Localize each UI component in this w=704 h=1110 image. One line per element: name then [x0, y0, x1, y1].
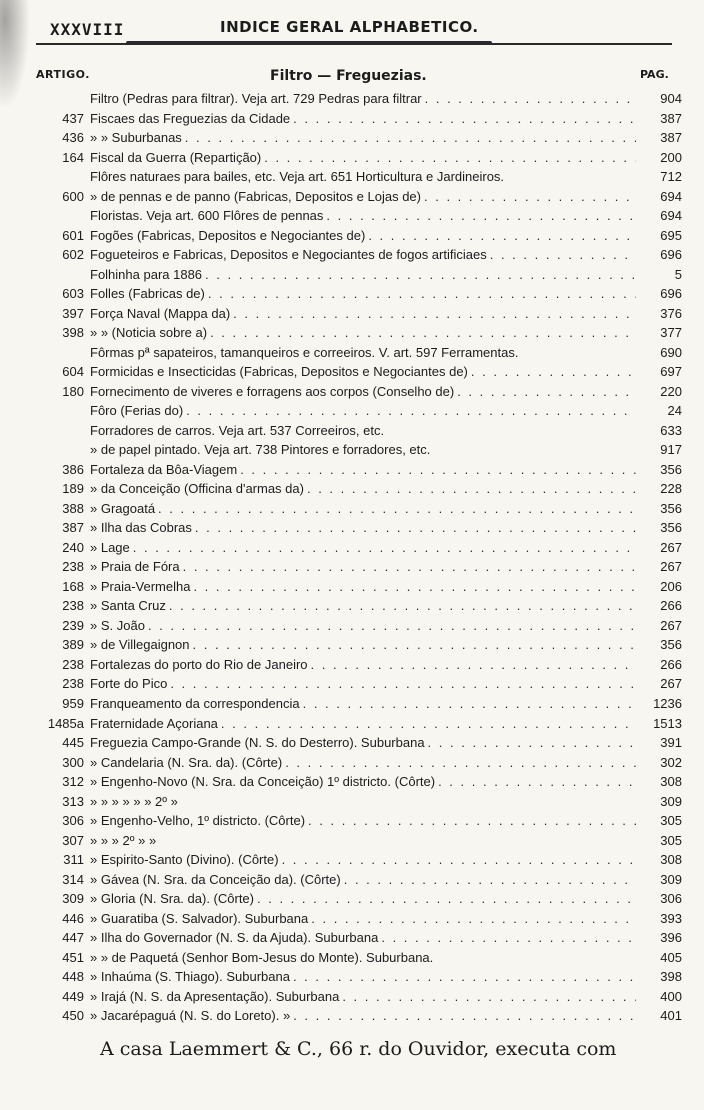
index-entry: [0, 323, 704, 343]
entry-label: Fôrmas pª sapateiros, tamanqueiros e correeiros. V. art. 597 Ferramentas.: [90, 344, 519, 360]
entry-article-number: 389: [62, 637, 84, 653]
index-entry: [0, 948, 704, 968]
entry-label: » » Suburbanas: [90, 130, 182, 146]
footer-advert: A casa Laemmert & C., 66 r. do Ouvidor, executa com: [100, 1038, 617, 1060]
dot-leader: [133, 538, 636, 558]
page-number: XXXVIII: [50, 20, 125, 39]
entry-article-number: 238: [62, 676, 84, 692]
dot-leader: [221, 714, 636, 734]
index-entries: [0, 89, 704, 1026]
dot-leader: [326, 206, 636, 226]
entry-article-number: 450: [62, 1008, 84, 1024]
entry-page-number: 917: [660, 442, 682, 458]
entry-text: [90, 187, 636, 207]
index-entry: [0, 167, 704, 187]
entry-page-number: 309: [660, 871, 682, 887]
entry-text: [90, 538, 636, 558]
entry-label: Floristas. Veja art. 600 Flôres de pennas: [90, 208, 324, 224]
entry-text: [90, 265, 636, 285]
index-entry: [0, 538, 704, 558]
dot-leader: [186, 401, 636, 421]
entry-article-number: 437: [62, 110, 84, 126]
dot-leader: [183, 557, 636, 577]
index-entry: [0, 987, 704, 1007]
entry-page-number: 24: [667, 403, 682, 419]
entry-text: [90, 694, 636, 714]
entry-page-number: 1513: [653, 715, 682, 731]
entry-label: » Gávea (N. Sra. da Conceição da). (Côrte): [90, 871, 341, 887]
index-entry: [0, 577, 704, 597]
index-entry: [0, 265, 704, 285]
entry-label: » » » 2º » »: [90, 832, 157, 848]
entry-text: [90, 870, 636, 890]
entry-article-number: 601: [62, 227, 84, 243]
entry-article-number: 300: [62, 754, 84, 770]
index-entry: [0, 772, 704, 792]
entry-page-number: 356: [660, 461, 682, 477]
entry-label: » Gloria (N. Sra. da). (Côrte): [90, 891, 254, 907]
index-entry: [0, 733, 704, 753]
entry-page-number: 401: [660, 1008, 682, 1024]
entry-label: Fornecimento de viveres e forragens aos corpos (Conselho de): [90, 383, 455, 399]
entry-article-number: 1485a: [47, 715, 84, 731]
entry-text: [90, 714, 636, 734]
index-entry: [0, 382, 704, 402]
entry-article-number: 306: [62, 813, 84, 829]
entry-article-number: 602: [62, 247, 84, 263]
entry-label: Fogueteiros e Fabricas, Depositos e Negociantes de fogos artificiaes: [90, 247, 487, 263]
index-entry: [0, 753, 704, 773]
entry-label: » de papel pintado. Veja art. 738 Pintores e forradores, etc.: [90, 442, 431, 458]
entry-text: [90, 811, 636, 831]
entry-text: [90, 304, 636, 324]
entry-label: » Guaratiba (S. Salvador). Suburbana: [90, 910, 309, 926]
entry-label: Fraternidade Açoriana: [90, 715, 218, 731]
entry-page-number: 200: [660, 149, 682, 165]
entry-text: [90, 499, 636, 519]
entry-text: [90, 596, 636, 616]
entry-label: » Lage: [90, 539, 130, 555]
entry-page-number: 306: [660, 891, 682, 907]
entry-label: Fiscaes das Freguezias da Cidade: [90, 110, 291, 126]
dot-leader: [293, 967, 636, 987]
entry-label: » Praia-Vermelha: [90, 578, 191, 594]
entry-page-number: 356: [660, 500, 682, 516]
entry-text: [90, 343, 636, 363]
entry-article-number: 313: [62, 793, 84, 809]
index-entry: [0, 226, 704, 246]
index-entry: [0, 460, 704, 480]
entry-page-number: 633: [660, 422, 682, 438]
index-entry: [0, 792, 704, 812]
entry-label: » Engenho-Velho, 1º districto. (Côrte): [90, 813, 306, 829]
entry-label: » Gragoatá: [90, 500, 156, 516]
index-entry: [0, 967, 704, 987]
index-entry: [0, 674, 704, 694]
entry-page-number: 694: [660, 188, 682, 204]
entry-page-number: 393: [660, 910, 682, 926]
entry-label: Formicidas e Insecticidas (Fabricas, Depositos e Negociantes de): [90, 364, 468, 380]
entry-text: [90, 148, 636, 168]
entry-page-number: 206: [660, 578, 682, 594]
entry-page-number: 1236: [653, 695, 682, 711]
entry-text: [90, 733, 636, 753]
dot-leader: [170, 674, 636, 694]
entry-article-number: 388: [62, 500, 84, 516]
entry-page-number: 266: [660, 656, 682, 672]
entry-label: Fiscal da Guerra (Repartição): [90, 149, 262, 165]
entry-label: Fortaleza da Bôa-Viagem: [90, 461, 238, 477]
index-entry: [0, 596, 704, 616]
column-header-artigo: ARTIGO.: [36, 68, 90, 81]
entry-label: » » » » » » 2º »: [90, 793, 178, 809]
entry-page-number: 267: [660, 676, 682, 692]
entry-label: » Espirito-Santo (Divino). (Côrte): [90, 852, 279, 868]
dot-leader: [490, 245, 636, 265]
dot-leader: [342, 987, 636, 1007]
dot-leader: [208, 284, 636, 304]
entry-label: Folles (Fabricas de): [90, 286, 205, 302]
entry-page-number: 694: [660, 208, 682, 224]
dot-leader: [293, 1006, 636, 1026]
index-entry: [0, 440, 704, 460]
entry-label: » S. João: [90, 617, 145, 633]
index-entry: [0, 109, 704, 129]
entry-text: [90, 245, 636, 265]
entry-article-number: 314: [62, 871, 84, 887]
dot-leader: [185, 128, 636, 148]
entry-text: [90, 557, 636, 577]
dot-leader: [205, 265, 636, 285]
entry-label: » Praia de Fóra: [90, 559, 180, 575]
index-entry: [0, 89, 704, 109]
dot-leader: [210, 323, 636, 343]
entry-text: [90, 831, 636, 851]
entry-text: [90, 518, 636, 538]
index-entry: [0, 362, 704, 382]
running-title: INDICE GERAL ALPHABETICO.: [220, 18, 479, 36]
entry-label: Flôres naturaes para bailes, etc. Veja art. 651 Horticultura e Jardineiros.: [90, 169, 505, 185]
dot-leader: [307, 479, 636, 499]
index-entry: [0, 870, 704, 890]
entry-text: [90, 226, 636, 246]
index-entry: [0, 928, 704, 948]
entry-page-number: 376: [660, 305, 682, 321]
entry-label: Forradores de carros. Veja art. 537 Correeiros, etc.: [90, 422, 385, 438]
entry-text: [90, 987, 636, 1007]
dot-leader: [308, 811, 636, 831]
entry-text: [90, 577, 636, 597]
entry-article-number: 449: [62, 988, 84, 1004]
entry-article-number: 168: [62, 578, 84, 594]
dot-leader: [240, 460, 636, 480]
entry-page-number: 267: [660, 539, 682, 555]
entry-page-number: 308: [660, 852, 682, 868]
dot-leader: [344, 870, 636, 890]
index-entry: [0, 1006, 704, 1026]
entry-article-number: 436: [62, 130, 84, 146]
dot-leader: [264, 148, 636, 168]
entry-page-number: 267: [660, 617, 682, 633]
index-entry: [0, 187, 704, 207]
entry-article-number: 239: [62, 617, 84, 633]
entry-text: [90, 928, 636, 948]
dot-leader: [424, 187, 636, 207]
entry-label: » Inhaúma (S. Thiago). Suburbana: [90, 969, 290, 985]
index-entry: [0, 518, 704, 538]
entry-page-number: 356: [660, 520, 682, 536]
entry-article-number: 386: [62, 461, 84, 477]
entry-page-number: 387: [660, 110, 682, 126]
entry-page-number: 391: [660, 735, 682, 751]
section-heading: Filtro — Freguezias.: [270, 68, 427, 84]
entry-text: [90, 948, 636, 968]
entry-text: [90, 421, 636, 441]
entry-text: [90, 109, 636, 129]
entry-page-number: 696: [660, 247, 682, 263]
entry-page-number: 309: [660, 793, 682, 809]
dot-leader: [195, 518, 636, 538]
entry-text: [90, 382, 636, 402]
dot-leader: [311, 655, 636, 675]
dot-leader: [368, 226, 636, 246]
entry-text: [90, 167, 636, 187]
entry-page-number: 305: [660, 813, 682, 829]
entry-label: » » de Paquetá (Senhor Bom-Jesus do Monte). Suburbana.: [90, 949, 434, 965]
entry-page-number: 220: [660, 383, 682, 399]
header-rule: [36, 43, 672, 45]
entry-label: Fortalezas do porto do Rio de Janeiro: [90, 656, 308, 672]
entry-page-number: 308: [660, 774, 682, 790]
index-entry: [0, 616, 704, 636]
index-entry: [0, 694, 704, 714]
entry-label: Folhinha para 1886: [90, 266, 203, 282]
entry-article-number: 448: [62, 969, 84, 985]
dot-leader: [457, 382, 636, 402]
entry-label: Freguezia Campo-Grande (N. S. do Desterro). Suburbana: [90, 735, 425, 751]
entry-article-number: 312: [62, 774, 84, 790]
entry-label: Força Naval (Mappa da): [90, 305, 231, 321]
entry-article-number: 447: [62, 930, 84, 946]
entry-text: [90, 772, 636, 792]
entry-text: [90, 792, 636, 812]
dot-leader: [193, 577, 636, 597]
entry-page-number: 697: [660, 364, 682, 380]
entry-article-number: 164: [62, 149, 84, 165]
entry-page-number: 266: [660, 598, 682, 614]
entry-text: [90, 909, 636, 929]
entry-article-number: 238: [62, 656, 84, 672]
index-entry: [0, 284, 704, 304]
entry-article-number: 309: [62, 891, 84, 907]
entry-text: [90, 850, 636, 870]
entry-text: [90, 616, 636, 636]
index-entry: [0, 811, 704, 831]
entry-article-number: 604: [62, 364, 84, 380]
entry-text: [90, 889, 636, 909]
index-entry: [0, 401, 704, 421]
entry-page-number: 695: [660, 227, 682, 243]
entry-label: » Santa Cruz: [90, 598, 166, 614]
index-entry: [0, 206, 704, 226]
dot-leader: [303, 694, 636, 714]
entry-label: » Jacarépaguá (N. S. do Loreto). »: [90, 1008, 291, 1024]
index-entry: [0, 909, 704, 929]
entry-label: » Engenho-Novo (N. Sra. da Conceição) 1º districto. (Côrte): [90, 774, 436, 790]
entry-text: [90, 89, 636, 109]
entry-article-number: 240: [62, 539, 84, 555]
entry-page-number: 302: [660, 754, 682, 770]
entry-page-number: 228: [660, 481, 682, 497]
entry-page-number: 400: [660, 988, 682, 1004]
entry-page-number: 387: [660, 130, 682, 146]
entry-text: [90, 401, 636, 421]
entry-text: [90, 479, 636, 499]
entry-article-number: 189: [62, 481, 84, 497]
dot-leader: [257, 889, 636, 909]
entry-label: Fôro (Ferias do): [90, 403, 184, 419]
entry-text: [90, 362, 636, 382]
dot-leader: [425, 89, 636, 109]
entry-label: Filtro (Pedras para filtrar). Veja art. 729 Pedras para filtrar: [90, 91, 422, 106]
entry-page-number: 696: [660, 286, 682, 302]
index-entry: [0, 655, 704, 675]
entry-article-number: 397: [62, 305, 84, 321]
dot-leader: [169, 596, 636, 616]
index-entry: [0, 889, 704, 909]
index-entry: [0, 831, 704, 851]
entry-article-number: 398: [62, 325, 84, 341]
entry-text: [90, 284, 636, 304]
entry-article-number: 180: [62, 383, 84, 399]
entry-article-number: 387: [62, 520, 84, 536]
index-entry: [0, 850, 704, 870]
entry-text: [90, 635, 636, 655]
entry-page-number: 267: [660, 559, 682, 575]
index-entry: [0, 304, 704, 324]
dot-leader: [285, 753, 636, 773]
dot-leader: [428, 733, 636, 753]
dot-leader: [438, 772, 636, 792]
index-entry: [0, 245, 704, 265]
entry-text: [90, 1006, 636, 1026]
index-entry: [0, 714, 704, 734]
entry-text: [90, 460, 636, 480]
entry-page-number: 356: [660, 637, 682, 653]
entry-page-number: 904: [660, 91, 682, 106]
entry-label: » » (Noticia sobre a): [90, 325, 208, 341]
entry-article-number: 451: [62, 949, 84, 965]
index-entry: [0, 499, 704, 519]
entry-label: Fogões (Fabricas, Depositos e Negociantes de): [90, 227, 366, 243]
entry-article-number: 238: [62, 559, 84, 575]
entry-text: [90, 128, 636, 148]
entry-article-number: 600: [62, 188, 84, 204]
entry-text: [90, 753, 636, 773]
entry-text: [90, 674, 636, 694]
entry-label: Franqueamento da correspondencia: [90, 695, 300, 711]
entry-label: » da Conceição (Officina d'armas da): [90, 481, 304, 497]
entry-text: [90, 323, 636, 343]
entry-label: Forte do Pico: [90, 676, 168, 692]
dot-leader: [148, 616, 636, 636]
dot-leader: [311, 909, 636, 929]
entry-page-number: 377: [660, 325, 682, 341]
column-header-pag: PAG.: [640, 68, 669, 81]
entry-text: [90, 440, 636, 460]
index-entry: [0, 343, 704, 363]
dot-leader: [471, 362, 636, 382]
entry-page-number: 398: [660, 969, 682, 985]
dot-leader: [158, 499, 636, 519]
entry-label: » Irajá (N. S. da Apresentação). Suburbana: [90, 988, 340, 1004]
index-entry: [0, 421, 704, 441]
entry-article-number: 603: [62, 286, 84, 302]
entry-article-number: 311: [63, 852, 84, 868]
entry-article-number: 238: [62, 598, 84, 614]
entry-page-number: 305: [660, 832, 682, 848]
entry-label: » de pennas e de panno (Fabricas, Depositos e Lojas de): [90, 188, 421, 204]
entry-page-number: 690: [660, 344, 682, 360]
entry-article-number: 959: [62, 695, 84, 711]
index-entry: [0, 128, 704, 148]
entry-label: » Candelaria (N. Sra. da). (Côrte): [90, 754, 283, 770]
dot-leader: [282, 850, 636, 870]
entry-article-number: 445: [62, 735, 84, 751]
dot-leader: [193, 635, 636, 655]
entry-page-number: 5: [674, 266, 682, 282]
entry-label: » de Villegaignon: [90, 637, 190, 653]
index-entry: [0, 635, 704, 655]
entry-text: [90, 206, 636, 226]
entry-page-number: 405: [660, 949, 682, 965]
entry-page-number: 396: [660, 930, 682, 946]
dot-leader: [293, 109, 636, 129]
dot-leader: [233, 304, 636, 324]
index-entry: [0, 479, 704, 499]
dot-leader: [381, 928, 636, 948]
entry-label: » Ilha das Cobras: [90, 520, 192, 536]
entry-label: » Ilha do Governador (N. S. da Ajuda). Suburbana: [90, 930, 379, 946]
entry-text: [90, 655, 636, 675]
entry-page-number: 712: [660, 169, 682, 185]
entry-text: [90, 967, 636, 987]
index-entry: [0, 148, 704, 168]
entry-article-number: 446: [62, 910, 84, 926]
index-entry: [0, 557, 704, 577]
entry-article-number: 307: [62, 832, 84, 848]
